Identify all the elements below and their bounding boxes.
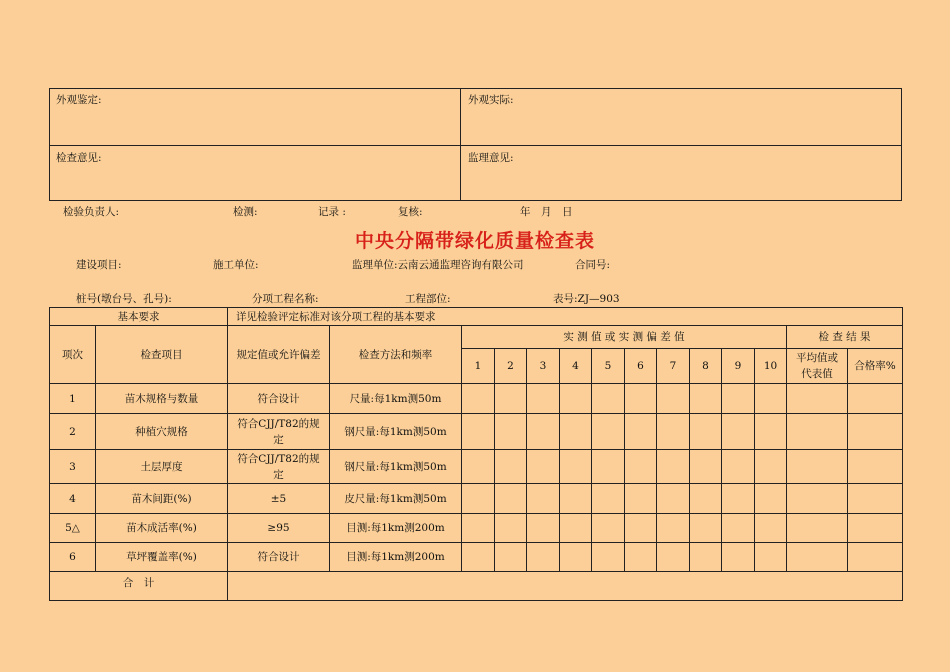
row-method: 钢尺量:每1km测50m — [330, 414, 462, 450]
row-no: 1 — [50, 384, 96, 414]
inspection-opinion-label: 检查意见: — [56, 152, 102, 164]
header-avg: 平均值或代表值 — [787, 349, 848, 384]
row-item: 苗木间距(%) — [96, 484, 228, 514]
row-item: 土层厚度 — [96, 450, 228, 484]
row-no: 4 — [50, 484, 96, 514]
row-no: 5△ — [50, 514, 96, 543]
basic-req-text: 详见检验评定标准对该分项工程的基本要求 — [228, 308, 903, 326]
station-label: 桩号(墩台号、孔号): — [76, 293, 172, 305]
header-item: 检查项目 — [96, 326, 228, 384]
row-item: 种植穴规格 — [96, 414, 228, 450]
col-1: 1 — [462, 349, 495, 384]
col-3: 3 — [527, 349, 560, 384]
row-no: 6 — [50, 543, 96, 572]
row-no: 2 — [50, 414, 96, 450]
page-title: 中央分隔带绿化质量检查表 — [354, 230, 595, 252]
col-2: 2 — [495, 349, 527, 384]
col-7: 7 — [657, 349, 690, 384]
inspection-table — [49, 307, 903, 601]
inspector-label: 检验负责人: — [63, 206, 120, 218]
location-label: 工程部位: — [405, 293, 451, 305]
row-method: 目测:每1km测200m — [330, 543, 462, 572]
form-number: 表号:ZJ—903 — [553, 293, 620, 305]
col-4: 4 — [560, 349, 592, 384]
header-method: 检查方法和频率 — [330, 326, 462, 384]
row-item: 苗木规格与数量 — [96, 384, 228, 414]
supervision-opinion-label: 监理意见: — [468, 152, 514, 164]
row-method: 皮尺量:每1km测50m — [330, 484, 462, 514]
recorder-label: 记录 : — [318, 206, 346, 218]
header-index: 项次 — [50, 326, 96, 384]
project-label: 建设项目: — [76, 259, 122, 271]
col-8: 8 — [690, 349, 722, 384]
total-label: 合 计 — [50, 572, 228, 601]
row-spec: 符合设计 — [228, 384, 330, 414]
basic-req-label: 基本要求 — [50, 308, 228, 326]
date-label: 年 月 日 — [520, 206, 573, 218]
table-row — [50, 484, 903, 514]
col-5: 5 — [592, 349, 625, 384]
contract-label: 合同号: — [575, 259, 611, 271]
col-10: 10 — [755, 349, 787, 384]
col-6: 6 — [625, 349, 657, 384]
appearance-check-label: 外观鉴定: — [56, 94, 102, 106]
box-row-divider — [49, 145, 902, 146]
table-row — [50, 414, 903, 450]
table-row — [50, 543, 903, 572]
table-row — [50, 514, 903, 543]
table-row — [50, 450, 903, 484]
row-spec: 符合CJJ/T82的规定 — [228, 414, 330, 450]
table-row — [50, 384, 903, 414]
reviewer-label: 复核: — [398, 206, 423, 218]
tester-label: 检测: — [233, 206, 258, 218]
header-pass: 合格率% — [848, 349, 903, 384]
row-spec: 符合设计 — [228, 543, 330, 572]
row-no: 3 — [50, 450, 96, 484]
row-spec: ≥95 — [228, 514, 330, 543]
supervisor-label: 监理单位:云南云通监理咨询有限公司 — [352, 259, 524, 271]
row-item: 草坪覆盖率(%) — [96, 543, 228, 572]
total-value — [228, 572, 903, 601]
appearance-actual-label: 外观实际: — [468, 94, 514, 106]
header-result: 检 查 结 果 — [787, 326, 903, 349]
subproject-label: 分项工程名称: — [252, 293, 319, 305]
header-spec: 规定值或允许偏差 — [228, 326, 330, 384]
row-spec: ±5 — [228, 484, 330, 514]
row-item: 苗木成活率(%) — [96, 514, 228, 543]
table-row — [50, 572, 903, 601]
row-method: 尺量:每1km测50m — [330, 384, 462, 414]
row-method: 钢尺量:每1km测50m — [330, 450, 462, 484]
row-spec: 符合CJJ/T82的规定 — [228, 450, 330, 484]
col-9: 9 — [722, 349, 755, 384]
contractor-label: 施工单位: — [213, 259, 259, 271]
header-measured: 实 测 值 或 实 测 偏 差 值 — [462, 326, 787, 349]
row-method: 目测:每1km测200m — [330, 514, 462, 543]
